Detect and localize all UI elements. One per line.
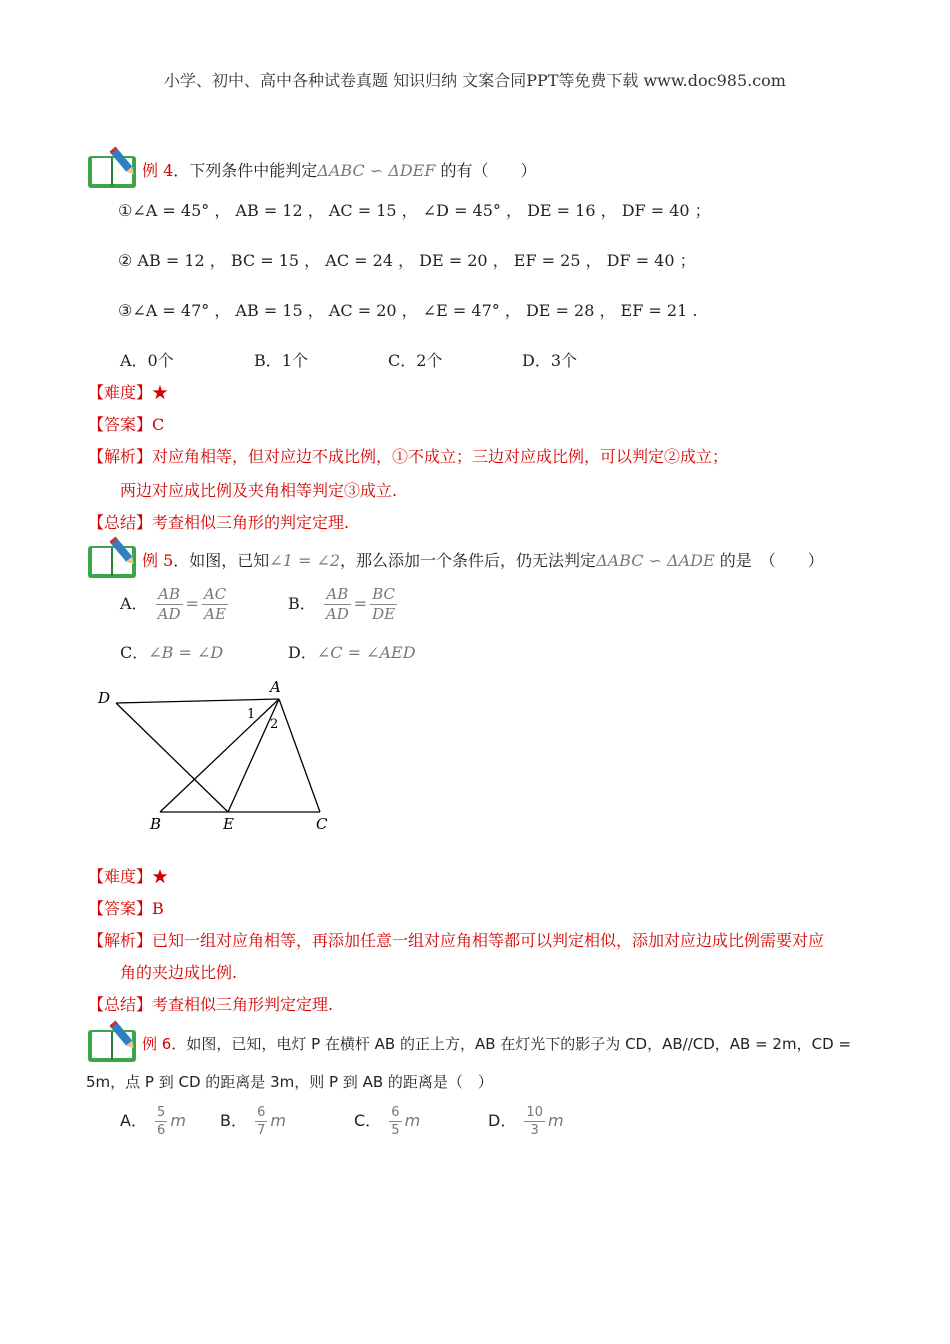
fraction	[370, 585, 397, 624]
ex4-condition-2: ② AB = 12 ， BC = 15 ， AC = 24 ， DE = 20 ， EF = 25 ， DF = 40 ；	[118, 251, 696, 270]
book-pencil-icon	[86, 536, 140, 580]
ex4-condition-1: ①∠A = 45° ， AB = 12 ， AC = 15 ， ∠D = 45° ， DE = 16 ， DF = 40 ；	[118, 201, 711, 220]
ex5-label: 例 5	[142, 551, 174, 570]
unit: m	[170, 1111, 186, 1130]
ex5-option-d	[288, 640, 416, 663]
ex5-figure	[90, 676, 350, 836]
ex5-option-a	[120, 585, 231, 624]
denominator: AE	[204, 605, 226, 623]
segment-DA	[116, 699, 279, 703]
summary-text: 考查相似三角形判定定理.	[152, 995, 334, 1014]
ex5-question	[142, 548, 824, 571]
fraction	[324, 585, 351, 624]
ex5-analysis-2: 角的夹边成比例.	[120, 963, 238, 982]
ex4-relation: ΔABC ∽ ΔDEF	[317, 161, 436, 180]
ex6-option-b	[220, 1104, 286, 1139]
numerator: 5	[157, 1105, 166, 1120]
label-angle-2: 2	[270, 717, 279, 732]
option-expr: ∠B = ∠D	[148, 643, 224, 662]
star-rating: ★	[152, 867, 169, 886]
fraction	[389, 1104, 401, 1139]
ex6-option-d	[488, 1104, 564, 1139]
fraction	[156, 585, 183, 624]
summary-text: 考查相似三角形的判定定理.	[152, 513, 350, 532]
fraction	[155, 1104, 167, 1139]
ex6-question	[142, 1033, 851, 1054]
denominator: DE	[372, 605, 396, 623]
numerator: AC	[203, 585, 227, 603]
ex5-answer	[88, 896, 164, 919]
unit: m	[404, 1111, 421, 1130]
analysis-text-1: 对应角相等，但对应边不成比例，①不成立；三边对应成比例，可以判定②成立；	[152, 447, 729, 466]
numerator: 6	[391, 1105, 400, 1120]
option-letter: C．	[354, 1111, 382, 1130]
label-C: C	[316, 815, 328, 833]
fraction	[255, 1104, 267, 1139]
denominator: 6	[157, 1123, 166, 1138]
ex4-summary	[88, 510, 349, 533]
ex5-tail: 的是 （ ）	[714, 551, 824, 570]
option-letter: B．	[288, 594, 316, 613]
summary-label: 【总结】	[88, 995, 153, 1014]
numerator: AB	[324, 585, 351, 605]
option-letter: C．	[120, 643, 149, 662]
numerator: BC	[370, 585, 397, 605]
label-E: E	[223, 815, 234, 833]
ex4-analysis	[88, 444, 728, 467]
answer-label: 【答案】	[88, 899, 153, 918]
option-expr: ∠C = ∠AED	[316, 643, 416, 662]
star-rating: ★	[152, 383, 169, 402]
unit: m	[547, 1111, 564, 1130]
ex4-option-a: A．0个	[120, 351, 174, 370]
equals: =	[185, 594, 199, 613]
difficulty-label: 【难度】	[88, 383, 153, 402]
ex4-option-c: C．2个	[388, 351, 443, 370]
label-A: A	[270, 678, 281, 696]
option-letter: A．	[120, 1111, 147, 1130]
page-header: 小学、初中、高中各种试卷真题 知识归纳 文案合同PPT等免费下载 www.doc985.com	[164, 71, 786, 90]
ex4-stem: ．下列条件中能判定	[173, 161, 318, 180]
ex4-difficulty	[88, 380, 168, 403]
ex5-stem-b: ，那么添加一个条件后，仍无法判定	[340, 551, 597, 570]
ex4-tail: 的有（ ）	[435, 161, 537, 180]
book-pencil-icon	[86, 146, 140, 190]
ex4-option-b: B．1个	[254, 351, 308, 370]
ex5-angles: ∠1 = ∠2	[269, 551, 341, 570]
analysis-label: 【解析】	[88, 447, 153, 466]
ex5-stem-a: ．如图，已知	[173, 551, 270, 570]
ex4-question	[142, 158, 537, 181]
book-pencil-icon	[86, 1020, 140, 1064]
ex6-line-1: ．如图，已知，电灯 P 在横杆 AB 的正上方，AB 在灯光下的影子为 CD，AB//CD，AB = 2m，CD =	[171, 1035, 851, 1053]
numerator: AB	[156, 585, 183, 605]
unit: m	[270, 1111, 286, 1130]
ex6-option-c	[354, 1104, 420, 1139]
answer-label: 【答案】	[88, 415, 153, 434]
ex4-analysis-2: 两边对应成比例及夹角相等判定③成立.	[120, 481, 398, 500]
numerator: 10	[526, 1105, 543, 1120]
option-letter: B．	[220, 1111, 247, 1130]
ex6-line-2: 5m，点 P 到 CD 的距离是 3m，则 P 到 AB 的距离是（ ）	[86, 1073, 493, 1091]
label-B: B	[150, 815, 162, 833]
segment-DE	[116, 703, 228, 812]
analysis-label: 【解析】	[88, 931, 153, 950]
denominator: 5	[391, 1123, 400, 1138]
answer-value: C	[152, 415, 165, 434]
ex6-option-a	[120, 1104, 186, 1139]
segment-AC	[279, 699, 320, 812]
fraction	[524, 1104, 545, 1139]
equals: =	[353, 594, 368, 613]
ex5-summary	[88, 992, 333, 1015]
ex5-analysis	[88, 928, 824, 951]
label-D: D	[98, 689, 111, 707]
option-letter: D．	[488, 1111, 517, 1130]
denominator: 3	[524, 1121, 545, 1139]
ex5-difficulty	[88, 864, 168, 887]
denominator: AD	[325, 605, 349, 623]
ex4-label: 例 4	[142, 161, 174, 180]
ex5-relation: ΔABC ∽ ΔADE	[596, 551, 715, 570]
answer-value: B	[152, 899, 164, 918]
denominator: 7	[257, 1123, 266, 1138]
denominator: AD	[157, 605, 181, 623]
fraction	[202, 585, 228, 624]
analysis-text-1: 已知一组对应角相等，再添加任意一组对应角相等都可以判定相似，添加对应边成比例需要对应	[152, 931, 825, 950]
segment-AB	[160, 699, 279, 812]
difficulty-label: 【难度】	[88, 867, 153, 886]
summary-label: 【总结】	[88, 513, 153, 532]
option-letter: D．	[288, 643, 317, 662]
ex4-answer	[88, 412, 164, 435]
ex6-label: 例 6	[142, 1035, 172, 1053]
ex4-option-d: D．3个	[522, 351, 578, 370]
ex5-option-b	[288, 585, 400, 624]
ex4-condition-3: ③∠A = 47° ， AB = 15 ， AC = 20 ， ∠E = 47° ， DE = 28 ， EF = 21 .	[118, 301, 698, 320]
numerator: 6	[257, 1105, 266, 1120]
option-letter: A．	[120, 594, 148, 613]
label-angle-1: 1	[247, 707, 256, 722]
ex5-option-c	[120, 640, 223, 663]
